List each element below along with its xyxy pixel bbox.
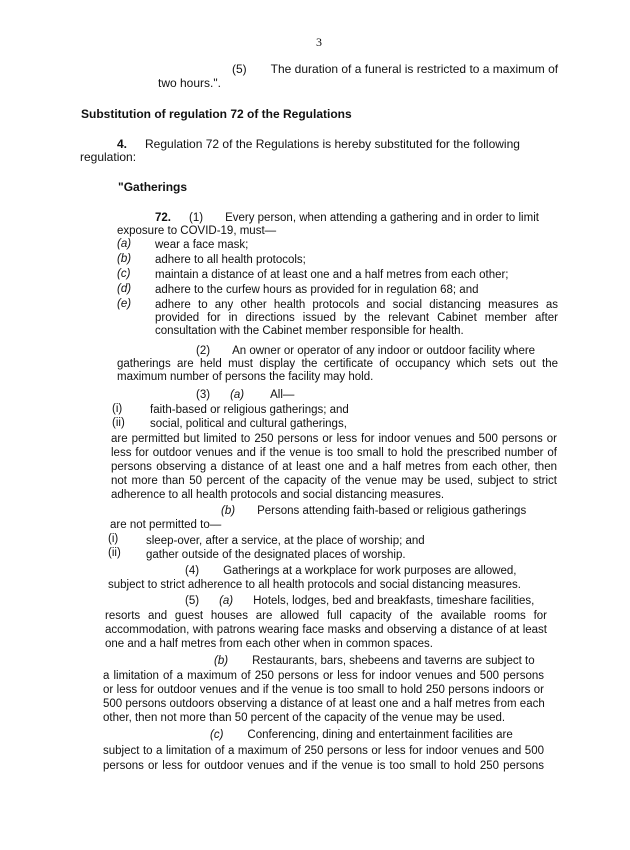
paragraph-label: (b) — [221, 505, 236, 517]
reg72-5a-text: one and a half metres from each other when in common spaces. — [105, 638, 433, 650]
reg72-3a-line — [196, 389, 294, 402]
reg72-3b-line1 — [221, 505, 549, 518]
paragraph-label: (a) — [219, 595, 234, 607]
item-text: faith-based or religious gatherings; and — [150, 404, 349, 416]
paragraph-text: Restaurants, bars, shebeens and taverns are subject to — [252, 655, 535, 667]
reg72-2-line3: maximum number of persons the facility may hold. — [117, 371, 374, 383]
subregulation-text: Gatherings at a workplace for work purposes are allowed, — [223, 565, 517, 577]
item-text: provided for in directions issued by the relevant Cabinet member after — [155, 312, 558, 324]
reg72-3-para: not more than 50 percent of the capacity of the venue may be used, subject to strict — [111, 475, 557, 487]
item-label: (b) — [117, 253, 132, 265]
subregulation-number: (5) — [185, 595, 200, 607]
paragraph-text: All— — [270, 389, 295, 401]
paragraph-number: (5) — [232, 62, 247, 76]
reg72-5a-text: accommodation, with patrons wearing face masks and observing a distance of at least — [105, 624, 547, 636]
item-label: (ii) — [112, 417, 125, 429]
reg71-5-line2: two hours.". — [158, 76, 221, 90]
section-4-line2: regulation: — [80, 150, 137, 164]
heading-substitution: Substitution of regulation 72 of the Regulations — [81, 107, 352, 121]
item-text: maintain a distance of at least one and a half metres from each other; — [155, 269, 509, 281]
item-label: (d) — [117, 283, 132, 295]
reg72-1-line1 — [155, 212, 557, 225]
reg71-5-line1 — [232, 63, 559, 76]
item-label: (a) — [117, 238, 132, 250]
heading-gatherings: "Gatherings — [118, 180, 188, 194]
reg72-4-line1 — [185, 565, 547, 578]
item-text: adhere to all health protocols; — [155, 254, 306, 266]
reg72-5c-text: persons or less for outdoor venues and if the venue is too small to hold 250 persons — [103, 760, 544, 772]
reg72-5b-text: a limitation of a maximum of 250 persons or less for indoor venues and 500 persons — [103, 670, 544, 682]
page-number: 3 — [316, 35, 322, 49]
reg72-3-para: are permitted but limited to 250 persons or less for indoor venues and 500 persons or — [111, 433, 557, 445]
item-label: (ii) — [108, 547, 121, 559]
item-label: (c) — [117, 268, 131, 280]
subregulation-text: An owner or operator of any indoor or outdoor facility where — [232, 345, 536, 357]
subregulation-text: Every person, when attending a gathering and in order to limit — [225, 212, 539, 224]
reg72-3-para: persons observing a distance of at least one and a half metres from each other, then — [111, 461, 557, 473]
section-number: 4. — [117, 137, 128, 151]
paragraph-label: (a) — [230, 389, 245, 401]
item-text: social, political and cultural gatherings, — [150, 418, 347, 430]
paragraph-text: Hotels, lodges, bed and breakfasts, timeshare facilities, — [253, 595, 535, 607]
paragraph-text: Conferencing, dining and entertainment facilities are — [247, 729, 513, 741]
reg72-2-line2: gatherings are held must display the certificate of occupancy which sets out the — [117, 358, 558, 370]
reg72-5b-line1 — [214, 655, 544, 668]
reg72-3b-line2: are not permitted to— — [110, 519, 222, 531]
item-text: consultation with the Cabinet member responsible for health. — [155, 325, 464, 337]
subregulation-number: (3) — [196, 389, 211, 401]
item-label: (i) — [108, 533, 119, 545]
item-text: sleep-over, after a service, at the place of worship; and — [146, 535, 425, 547]
regulation-number: 72. — [155, 212, 171, 224]
section-text: Regulation 72 of the Regulations is hereby substituted for the following — [145, 137, 520, 151]
section-4-line1 — [117, 138, 557, 151]
paragraph-text: The duration of a funeral is restricted to a maximum of — [270, 62, 559, 76]
item-label: (e) — [117, 298, 132, 310]
reg72-3-para: adherence to all health protocols and social distancing measures. — [111, 489, 445, 501]
reg72-4-line2: subject to strict adherence to all health protocols and social distancing measures. — [108, 579, 521, 591]
subregulation-number: (4) — [185, 565, 200, 577]
reg72-3-para: less for outdoor venues and if the venue is too small to hold the prescribed number of — [111, 447, 557, 459]
paragraph-text: Persons attending faith-based or religious gatherings — [257, 505, 527, 517]
item-text: adhere to any other health protocols and social distancing measures as — [155, 299, 558, 311]
subregulation-number: (1) — [189, 212, 204, 224]
paragraph-label: (c) — [210, 729, 224, 741]
reg72-5b-text: other, then not more than 50 percent of the capacity of the venue may be used. — [103, 712, 506, 724]
item-text: adhere to the curfew hours as provided for in regulation 68; and — [155, 284, 479, 296]
reg72-5b-text: 500 persons outdoors observing a distance of at least one and a half metres from each — [103, 698, 545, 710]
subregulation-number: (2) — [196, 345, 211, 357]
reg72-5c-text: subject to a limitation of a maximum of 250 persons or less for indoor venues and 500 — [103, 745, 544, 757]
reg72-2-line1 — [196, 345, 558, 358]
reg72-5c-line1 — [210, 729, 544, 742]
item-text: gather outside of the designated places of worship. — [146, 549, 406, 561]
item-text: wear a face mask; — [155, 239, 249, 251]
item-label: (i) — [112, 403, 123, 415]
reg72-5b-text: or less for outdoor venues and if the venue is too small to hold 250 persons indoors or — [103, 684, 544, 696]
reg72-1-line2: exposure to COVID-19, must— — [117, 225, 277, 237]
reg72-5a-text: resorts and guest houses are allowed full capacity of the available rooms for — [105, 610, 547, 622]
paragraph-label: (b) — [214, 655, 229, 667]
reg72-5a-line1 — [185, 595, 547, 608]
